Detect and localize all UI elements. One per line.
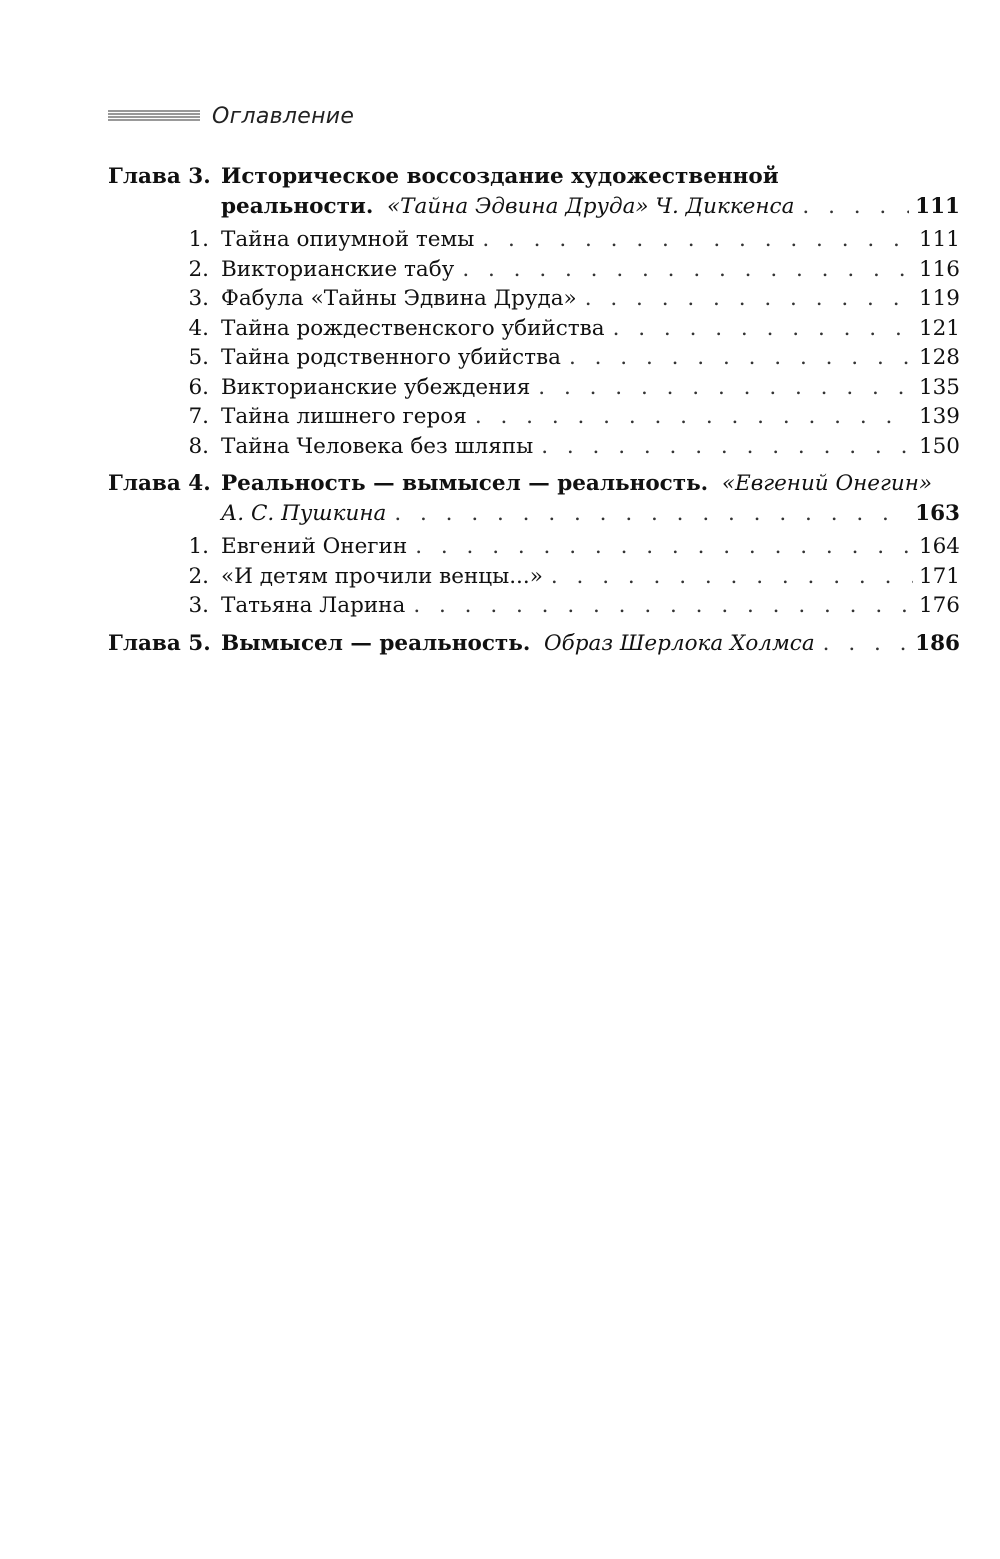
- chapter-subtitle: «Евгений Онегин»: [721, 471, 933, 496]
- section-entry[interactable]: [108, 225, 960, 255]
- dot-leader: [482, 225, 913, 255]
- section-page-number: 171: [918, 563, 960, 589]
- chapter-5-heading[interactable]: [108, 629, 960, 659]
- section-title: Татьяна Ларина: [221, 593, 406, 618]
- section-number: 5.: [188, 345, 209, 370]
- chapter-label: Глава 3.: [108, 164, 211, 189]
- chapter-page-number: 163: [915, 500, 960, 526]
- section-number: 8.: [188, 433, 209, 459]
- running-head-title: Оглавление: [212, 103, 355, 129]
- section-page-number: 119: [918, 286, 960, 311]
- table-of-contents: [108, 162, 960, 658]
- chapter-label: Глава 5.: [108, 630, 211, 656]
- section-page-number: 176: [918, 593, 960, 618]
- section-title: Евгений Онегин: [221, 534, 408, 559]
- dot-leader: [415, 532, 913, 562]
- chapter-title: Вымысел — реальность.: [221, 630, 531, 656]
- section-entry[interactable]: [108, 314, 960, 344]
- dot-leader: [551, 562, 913, 592]
- section-number: 4.: [188, 315, 209, 341]
- chapter-page-number: 186: [915, 630, 960, 656]
- section-entry[interactable]: [108, 591, 960, 621]
- dot-leader: [394, 499, 909, 529]
- section-entry[interactable]: [108, 343, 960, 373]
- chapter-3-heading[interactable]: [108, 162, 960, 192]
- section-page-number: 164: [918, 534, 960, 559]
- dot-leader: [538, 373, 913, 403]
- dot-leader: [802, 192, 909, 222]
- section-title: Викторианские табу: [221, 256, 455, 282]
- chapter-subtitle: Образ Шерлока Холмса: [544, 630, 815, 656]
- dot-leader: [823, 629, 909, 659]
- dot-leader: [569, 343, 913, 373]
- section-entry[interactable]: [108, 373, 960, 403]
- section-entry[interactable]: [108, 284, 960, 314]
- dot-leader: [613, 314, 913, 344]
- section-entry[interactable]: [108, 562, 960, 592]
- section-page-number: 150: [918, 433, 960, 459]
- chapter-subtitle-cont: А. С. Пушкина: [221, 500, 387, 526]
- section-page-number: 128: [918, 345, 960, 370]
- section-number: 2.: [188, 563, 209, 589]
- section-title: Тайна Человека без шляпы: [221, 433, 534, 459]
- dot-leader: [585, 284, 913, 314]
- running-head: [108, 100, 354, 132]
- section-title: Тайна рождественского убийства: [221, 315, 605, 341]
- chapter-subtitle: «Тайна Эдвина Друда» Ч. Диккенса: [387, 193, 795, 219]
- section-number: 3.: [188, 593, 209, 618]
- section-title: Тайна родственного убийства: [221, 345, 561, 370]
- section-entry[interactable]: [108, 432, 960, 462]
- section-page-number: 139: [918, 404, 960, 429]
- chapter-title: Историческое воссоздание художественной: [221, 164, 779, 189]
- section-title: «И детям прочили венцы...»: [221, 563, 543, 589]
- chapter-4-heading[interactable]: [108, 469, 960, 499]
- section-title: Тайна лишнего героя: [221, 404, 467, 429]
- section-page-number: 121: [918, 315, 960, 341]
- section-number: 2.: [188, 256, 209, 282]
- section-title: Фабула «Тайны Эдвина Друда»: [221, 286, 577, 311]
- section-number: 3.: [188, 286, 209, 311]
- dot-leader: [475, 402, 913, 432]
- section-number: 7.: [188, 404, 209, 429]
- chapter-label: Глава 4.: [108, 471, 211, 496]
- section-title: Тайна опиумной темы: [221, 227, 475, 252]
- section-entry[interactable]: [108, 255, 960, 285]
- section-entry[interactable]: [108, 532, 960, 562]
- chapter-title: Реальность — вымысел — реальность.: [221, 471, 709, 496]
- section-page-number: 111: [918, 227, 960, 252]
- section-title: Викторианские убеждения: [221, 374, 531, 400]
- chapter-4-heading-cont[interactable]: [108, 499, 960, 529]
- section-number: 1.: [188, 227, 209, 252]
- section-page-number: 116: [918, 256, 960, 282]
- section-page-number: 135: [918, 374, 960, 400]
- section-number: 1.: [188, 534, 209, 559]
- dot-leader: [462, 255, 913, 285]
- chapter-title-cont: реальности.: [221, 193, 374, 219]
- decorative-rule-icon: [108, 109, 200, 123]
- section-number: 6.: [188, 374, 209, 400]
- chapter-page-number: 111: [915, 193, 960, 219]
- section-entry[interactable]: [108, 402, 960, 432]
- dot-leader: [413, 591, 913, 621]
- dot-leader: [541, 432, 913, 462]
- chapter-3-heading-cont[interactable]: [108, 192, 960, 222]
